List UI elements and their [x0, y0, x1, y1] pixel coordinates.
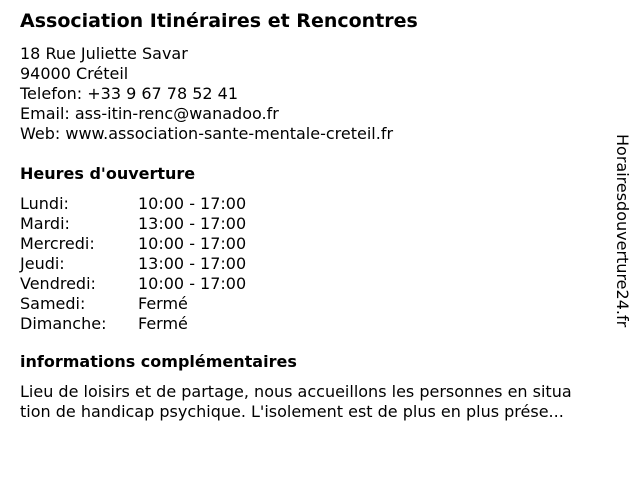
- email: Email: ass-itin-renc@wanadoo.fr: [20, 104, 279, 123]
- info-heading: informations complémentaires: [20, 352, 297, 371]
- day-label: Mercredi:: [20, 234, 95, 253]
- site-watermark-label: Horairesdouverture24.fr: [613, 134, 632, 328]
- page-title: Association Itinéraires et Rencontres: [20, 10, 418, 32]
- info-text: [20, 382, 620, 422]
- time-value: 10:00 - 17:00: [138, 234, 247, 253]
- phone: Telefon: +33 9 67 78 52 41: [20, 84, 239, 103]
- time-value: 10:00 - 17:00: [138, 194, 247, 213]
- address-block: [20, 44, 393, 144]
- time-value: 13:00 - 17:00: [138, 254, 247, 273]
- street: 18 Rue Juliette Savar: [20, 44, 188, 63]
- time-value: 13:00 - 17:00: [138, 214, 247, 233]
- info-line: tion de handicap psychique. L'isolement est de plus en plus prése...: [20, 402, 564, 421]
- city: 94000 Créteil: [20, 64, 129, 83]
- day-label: Lundi:: [20, 194, 69, 213]
- day-label: Vendredi:: [20, 274, 96, 293]
- time-value: Fermé: [138, 314, 188, 333]
- day-label: Dimanche:: [20, 314, 107, 333]
- info-line: Lieu de loisirs et de partage, nous accueillons les personnes en situa: [20, 382, 572, 401]
- hours-heading: Heures d'ouverture: [20, 164, 196, 183]
- time-value: Fermé: [138, 294, 188, 313]
- time-value: 10:00 - 17:00: [138, 274, 247, 293]
- day-label: Mardi:: [20, 214, 70, 233]
- day-label: Jeudi:: [20, 254, 65, 273]
- website: Web: www.association-sante-mentale-creteil.fr: [20, 124, 394, 143]
- day-label: Samedi:: [20, 294, 86, 313]
